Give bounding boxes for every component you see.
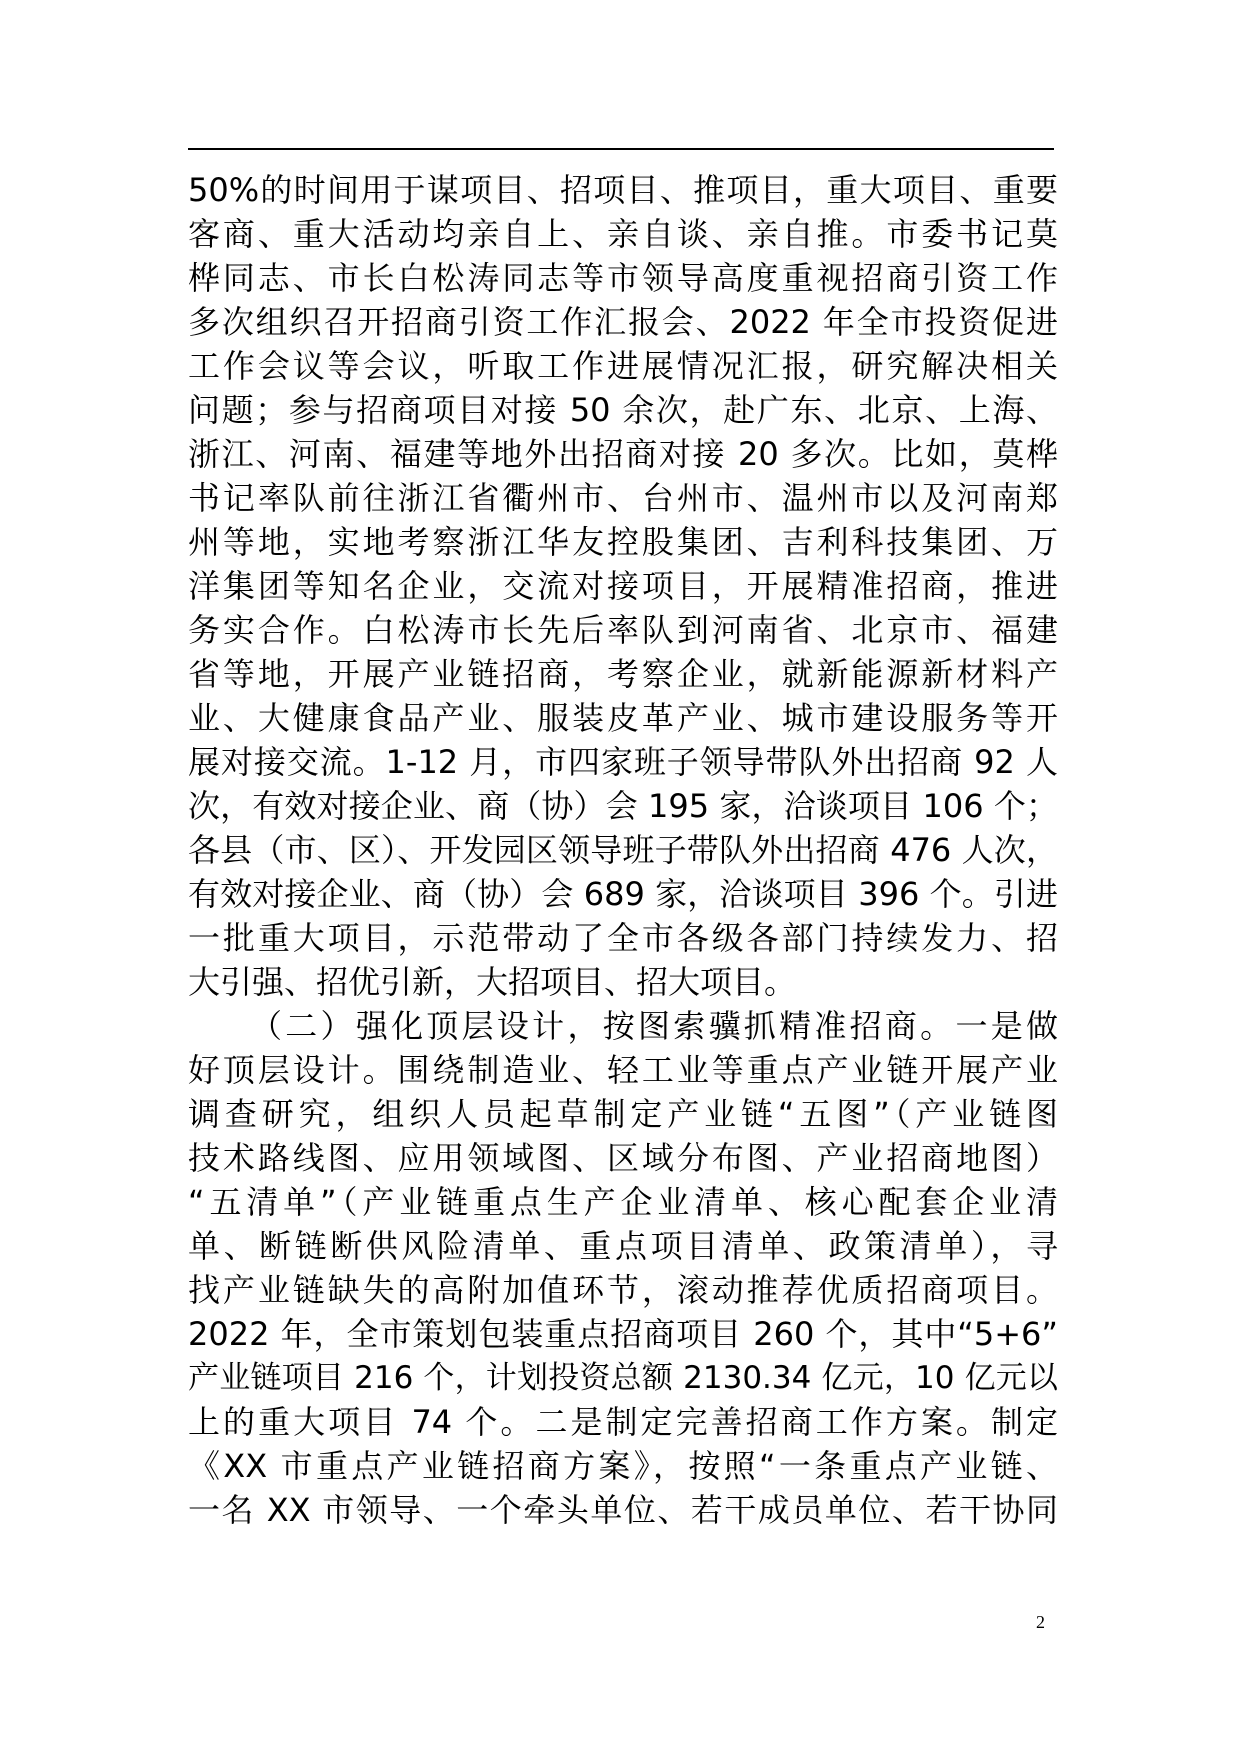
body-line: “五清单”（产业链重点生产企业清单、核心配套企业清 xyxy=(188,1183,1058,1221)
body-line: 2022 年，全市策划包装重点招商项目 260 个，其中“5+6” xyxy=(188,1315,1058,1353)
body-line: 50%的时间用于谋项目、招项目、推项目，重大项目、重要 xyxy=(188,171,1058,209)
body-line: 好顶层设计。围绕制造业、轻工业等重点产业链开展产业 xyxy=(188,1051,1058,1089)
body-line: 省等地，开展产业链招商，考察企业，就新能源新材料产 xyxy=(188,655,1058,693)
body-line: 浙江、河南、福建等地外出招商对接 20 多次。比如，莫桦 xyxy=(188,435,1058,473)
page-number: 2 xyxy=(1036,1612,1045,1632)
body-line: 产业链项目 216 个，计划投资总额 2130.34 亿元，10 亿元以 xyxy=(188,1360,1058,1396)
body-line: 洋集团等知名企业，交流对接项目，开展精准招商，推进 xyxy=(188,567,1058,605)
body-line: 技术路线图、应用领域图、区域分布图、产业招商地图） xyxy=(188,1139,1058,1177)
body-line: 客商、重大活动均亲自上、亲自谈、亲自推。市委书记莫 xyxy=(188,215,1058,253)
body-line: 有效对接企业、商（协）会 689 家，洽谈项目 396 个。引进 xyxy=(188,875,1058,913)
body-line: 问题；参与招商项目对接 50 余次，赴广东、北京、上海、 xyxy=(188,391,1058,429)
body-line: 各县（市、区）、开发园区领导班子带队外出招商 476 人次， xyxy=(188,831,1058,869)
body-line: 大引强、招优引新，大招项目、招大项目。 xyxy=(188,963,797,1001)
body-line: 业、大健康食品产业、服装皮革产业、城市建设服务等开 xyxy=(188,699,1058,737)
body-line: 桦同志、市长白松涛同志等市领导高度重视招商引资工作 xyxy=(188,259,1058,297)
body-line: 次，有效对接企业、商（协）会 195 家，洽谈项目 106 个； xyxy=(188,787,1058,825)
body-line: 单、断链断供风险清单、重点项目清单、政策清单），寻 xyxy=(188,1227,1058,1265)
paragraph-start-line: （二）强化顶层设计，按图索骥抓精准招商。一是做 xyxy=(250,1007,1058,1045)
body-line: 展对接交流。1-12 月，市四家班子领导带队外出招商 92 人 xyxy=(188,743,1058,781)
body-line: 找产业链缺失的高附加值环节，滚动推荐优质招商项目。 xyxy=(188,1271,1058,1309)
header-rule xyxy=(188,148,1054,150)
body-line: 上的重大项目 74 个。二是制定完善招商工作方案。制定 xyxy=(188,1403,1058,1441)
body-line: 一批重大项目，示范带动了全市各级各部门持续发力、招 xyxy=(188,919,1058,957)
body-line: 一名 XX 市领导、一个牵头单位、若干成员单位、若干协同 xyxy=(188,1491,1058,1529)
body-line: 务实合作。白松涛市长先后率队到河南省、北京市、福建 xyxy=(188,611,1058,649)
body-line: 州等地，实地考察浙江华友控股集团、吉利科技集团、万 xyxy=(188,523,1058,561)
body-line: 多次组织召开招商引资工作汇报会、2022 年全市投资促进 xyxy=(188,303,1058,341)
body-line: 书记率队前往浙江省衢州市、台州市、温州市以及河南郑 xyxy=(188,479,1058,517)
body-line: 工作会议等会议，听取工作进展情况汇报，研究解决相关 xyxy=(188,347,1058,385)
body-line: 调查研究，组织人员起草制定产业链“五图”（产业链图 xyxy=(188,1095,1058,1133)
body-line: 《XX 市重点产业链招商方案》，按照“一条重点产业链、 xyxy=(188,1447,1058,1485)
